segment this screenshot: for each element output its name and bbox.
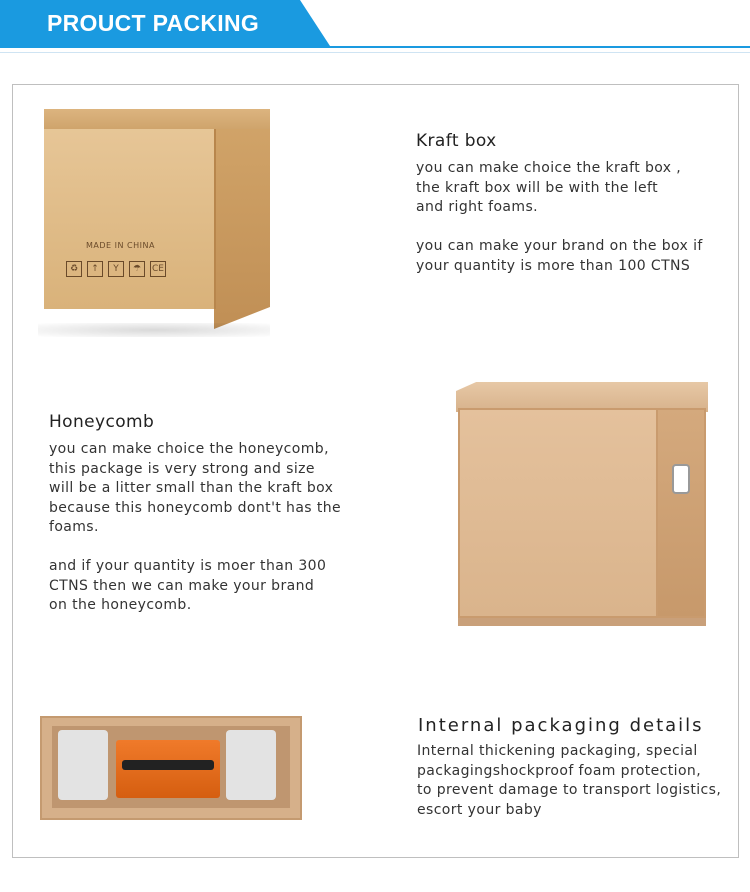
section-body-honeycomb: you can make choice the honeycomb, this package is very strong and size will be a litter small than the kraft box because this honeycomb dont't has the foams. and if your quantity is moer than 300 CTNS then we can make your brand on the honeycomb.: [49, 441, 342, 613]
section-title-honeycomb: Honeycomb: [49, 412, 155, 432]
foam-block-left: [58, 730, 108, 800]
section-title-kraft-box: Kraft box: [416, 131, 497, 151]
fragile-icon: Y: [108, 261, 124, 277]
kraft-box-top-flap: [44, 109, 270, 129]
kraft-box-front: [44, 109, 214, 309]
header-divider: [0, 46, 750, 48]
internal-packaging-image: [40, 712, 302, 820]
section-title-internal-packaging: Internal packaging details: [418, 715, 704, 736]
ce-mark-icon: CE: [150, 261, 166, 277]
machine-handle: [122, 760, 214, 770]
kraft-box-symbols: [66, 261, 166, 277]
kraft-box-seam: [214, 109, 216, 309]
honeycomb-box-base: [458, 618, 706, 626]
kraft-box-print: MADE IN CHINA: [86, 241, 155, 250]
honeycomb-box-handle: [672, 464, 690, 494]
keep-dry-icon: ☂: [129, 261, 145, 277]
recycle-icon: ♻: [66, 261, 82, 277]
honeycomb-box-front: [458, 408, 658, 618]
page-title: PROUCT PACKING: [47, 10, 260, 36]
kraft-box-side: [214, 109, 270, 329]
kraft-box-image: [38, 95, 270, 345]
section-body-kraft-box: you can make choice the kraft box , the kraft box will be with the left and right foams. you can make your brand on the box if your quantity is more than 100 CTNS: [416, 160, 703, 274]
page-header: [0, 0, 750, 60]
this-way-up-icon: ↑: [87, 261, 103, 277]
header-divider-thin: [0, 52, 750, 53]
honeycomb-box-image: [450, 378, 708, 630]
kraft-box-shadow: [38, 323, 270, 337]
honeycomb-box-side: [658, 408, 706, 618]
section-body-internal-packaging: Internal thickening packaging, special packagingshockproof foam protection, to prevent damage to transport logistics, escort your baby: [417, 743, 722, 818]
foam-block-right: [226, 730, 276, 800]
